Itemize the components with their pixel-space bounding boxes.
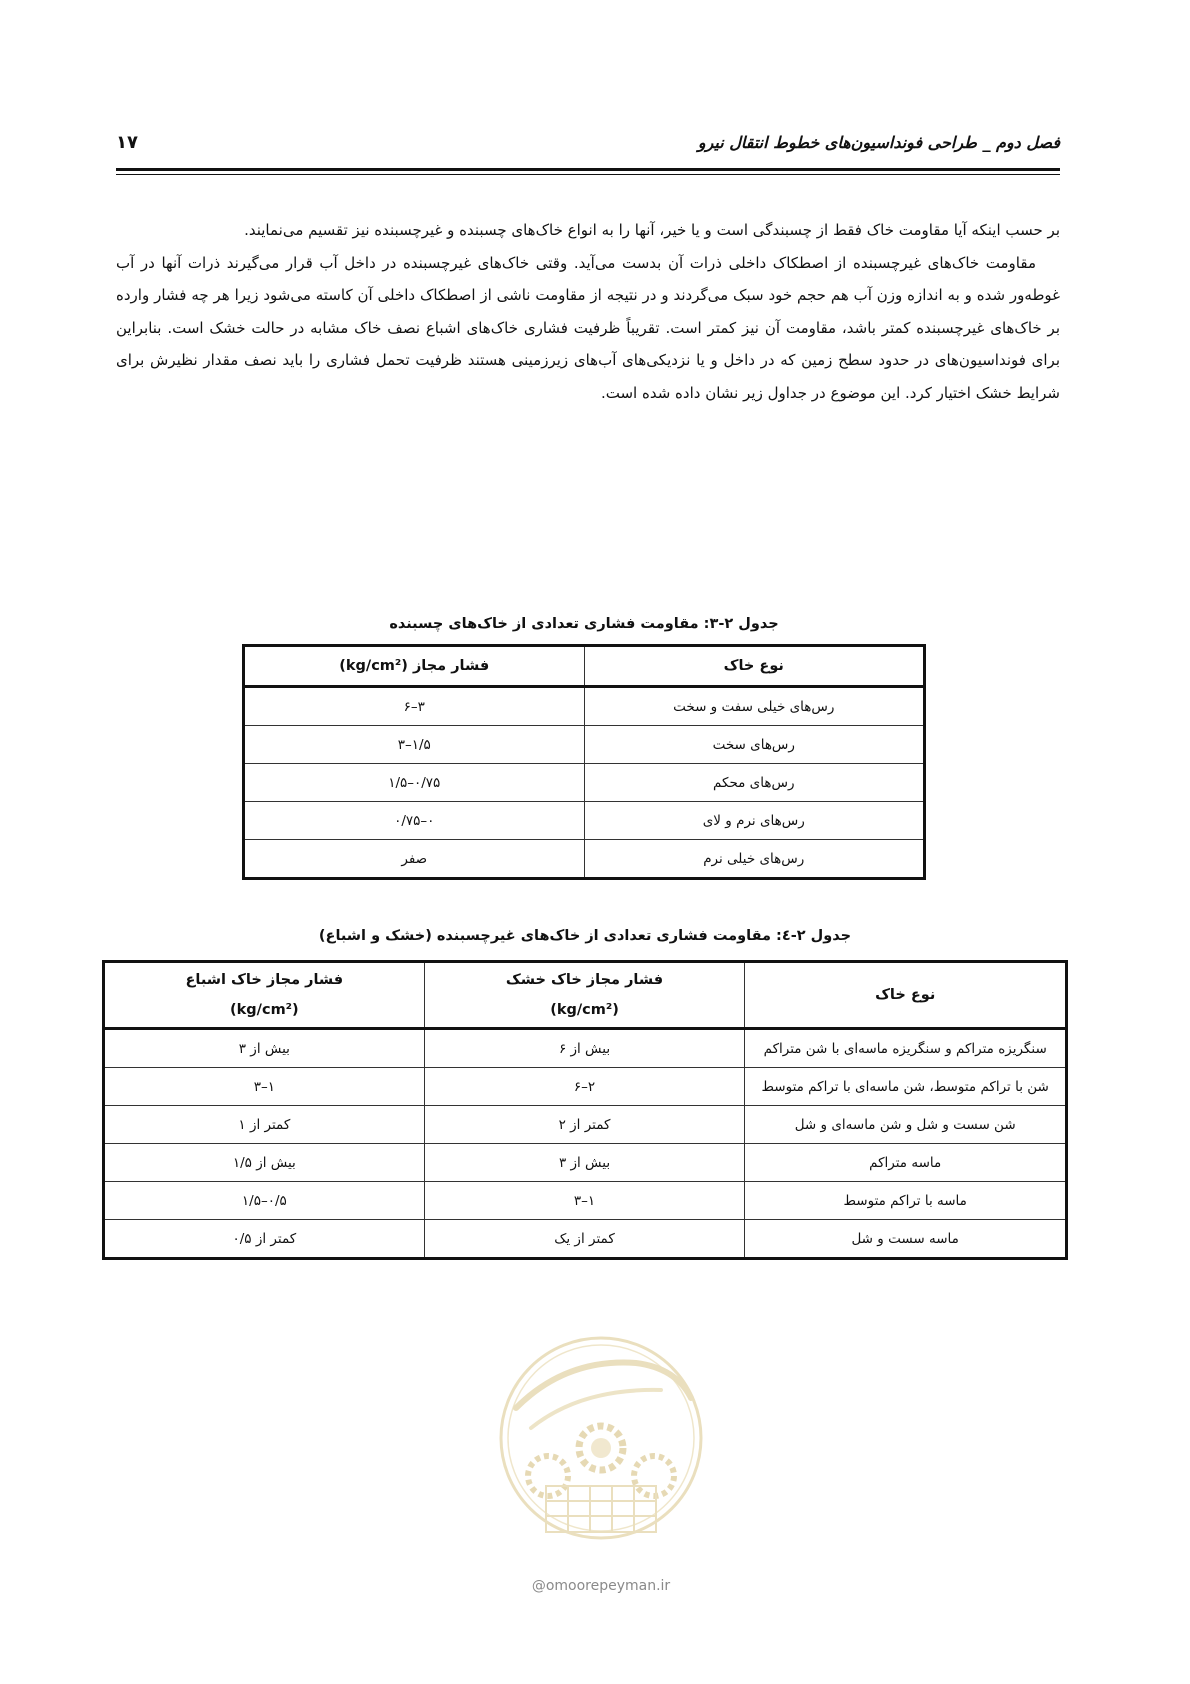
header-unit: (kg/cm²) — [230, 1002, 299, 1018]
table-cell: ماسه متراکم — [745, 1144, 1067, 1182]
header-label: فشار مجاز خاک خشک — [505, 972, 664, 988]
table-cell: کمتر از ۲ — [424, 1106, 745, 1144]
table-cell: ماسه با تراکم متوسط — [745, 1182, 1067, 1220]
table-cell: کمتر از یک — [424, 1220, 745, 1259]
watermark-logo-icon — [486, 1318, 716, 1578]
table-cell: ۳–۶ — [244, 687, 585, 726]
header-rule-thin — [116, 174, 1060, 175]
header-unit: (kg/cm²) — [550, 1002, 619, 1018]
header-soil-type: نوع خاک — [584, 646, 925, 687]
table-cell: شن سست و شل و شن ماسه‌ای و شل — [745, 1106, 1067, 1144]
table-row — [244, 687, 925, 726]
table-cell: شن با تراکم متوسط، شن ماسه‌ای با تراکم متوسط — [745, 1068, 1067, 1106]
table-cell: ۱–۳ — [424, 1182, 745, 1220]
header-soil-type — [745, 962, 1067, 1029]
table-cell: ۰/۷۵–۱/۵ — [244, 764, 585, 802]
table-row — [104, 1144, 1067, 1182]
table-cell: کمتر از ۰/۵ — [104, 1220, 425, 1259]
table-cell: رس‌های محکم — [584, 764, 925, 802]
table-cell: صفر — [244, 840, 585, 879]
table-cell: ۱/۵–۳ — [244, 726, 585, 764]
header-dry-pressure — [424, 962, 745, 1029]
watermark-site: @omoorepeyman.ir — [531, 1578, 671, 1594]
table-header-row — [104, 962, 1067, 1029]
table-cell: ماسه سست و شل — [745, 1220, 1067, 1259]
header-label: فشار مجاز خاک اشباع — [185, 972, 344, 988]
page-header — [116, 128, 1060, 156]
paragraph-2: مقاومت خاک‌های غیرچسبنده از اصطکاک داخلی ذرات آن بدست می‌آید. وقتی خاک‌های غیرچسبنده در داخل آب قرار می‌گیرند ذرات آنها در آب غوطه‌ور شده و به اندازه وزن آب هم حجم خود سبک می‌گردند و در نتیجه از مقاومت ناشی از اصطکاک داخلی آن کاسته می‌شود زیرا هر چه فشار وارده بر خاک‌های غیرچسبنده کمتر باشد، مقاومت آن نیز کمتر است. تقریباً ظرفیت فشاری خاک‌های اشباع نصف خاک مشابه در حالت خشک است. بنابراین برای فونداسیون‌های در حدود سطح زمین که در داخل و یا نزدیکی‌های آب‌های زیرزمینی هستند ظرفیت تحمل فشاری را باید نصف مقدار نظیرش برای شرایط خشک اختیار کرد. این موضوع در جداول زیر نشان داده شده است. — [116, 253, 1060, 402]
table-cell: ۲–۶ — [424, 1068, 745, 1106]
cohesive-soils-table — [242, 644, 926, 880]
header-label: نوع خاک — [875, 987, 936, 1003]
body-text — [116, 214, 1060, 409]
table-cell: رس‌های نرم و لای — [584, 802, 925, 840]
table-row — [104, 1182, 1067, 1220]
table-cell: رس‌های خیلی نرم — [584, 840, 925, 879]
table-row — [244, 764, 925, 802]
table-cell: ۰/۵–۱/۵ — [104, 1182, 425, 1220]
table-cell: بیش از ۳ — [424, 1144, 745, 1182]
table-cell: ۱–۳ — [104, 1068, 425, 1106]
table2-caption: جدول ۲-٤: مقاومت فشاری تعدادی از خاک‌های غیرچسبنده (خشک و اشباع) — [318, 928, 852, 944]
header-rule-thick — [116, 168, 1060, 171]
table-row — [104, 1029, 1067, 1068]
cohesionless-soils-table — [102, 960, 1068, 1260]
table-cell: رس‌های سخت — [584, 726, 925, 764]
page-number: ۱۷ — [116, 131, 138, 153]
table-row — [244, 726, 925, 764]
table-cell: بیش از ۱/۵ — [104, 1144, 425, 1182]
chapter-title: فصل دوم _ طراحی فونداسیون‌های خطوط انتقال نیرو — [697, 132, 1060, 152]
table-row — [244, 840, 925, 879]
table-cell: سنگریزه متراکم و سنگریزه ماسه‌ای با شن متراکم — [745, 1029, 1067, 1068]
table-cell: بیش از ۳ — [104, 1029, 425, 1068]
header-allowable-pressure: فشار مجاز (kg/cm²) — [244, 646, 585, 687]
table-row — [104, 1068, 1067, 1106]
table-cell: رس‌های خیلی سفت و سخت — [584, 687, 925, 726]
table-cell: کمتر از ۱ — [104, 1106, 425, 1144]
table-row — [104, 1220, 1067, 1259]
paragraph-1: بر حسب اینکه آیا مقاومت خاک فقط از چسبندگی است و یا خیر، آنها را به انواع خاک‌های چسبنده و غیرچسبنده نیز تقسیم می‌نمایند. — [244, 221, 1060, 239]
table-cell: بیش از ۶ — [424, 1029, 745, 1068]
table-cell: ۰–۰/۷۵ — [244, 802, 585, 840]
table-header-row — [244, 646, 925, 687]
table1-caption: جدول ۲-۳: مقاومت فشاری تعدادی از خاک‌های چسبنده — [389, 616, 779, 632]
header-saturated-pressure — [104, 962, 425, 1029]
table-row — [244, 802, 925, 840]
table-row — [104, 1106, 1067, 1144]
